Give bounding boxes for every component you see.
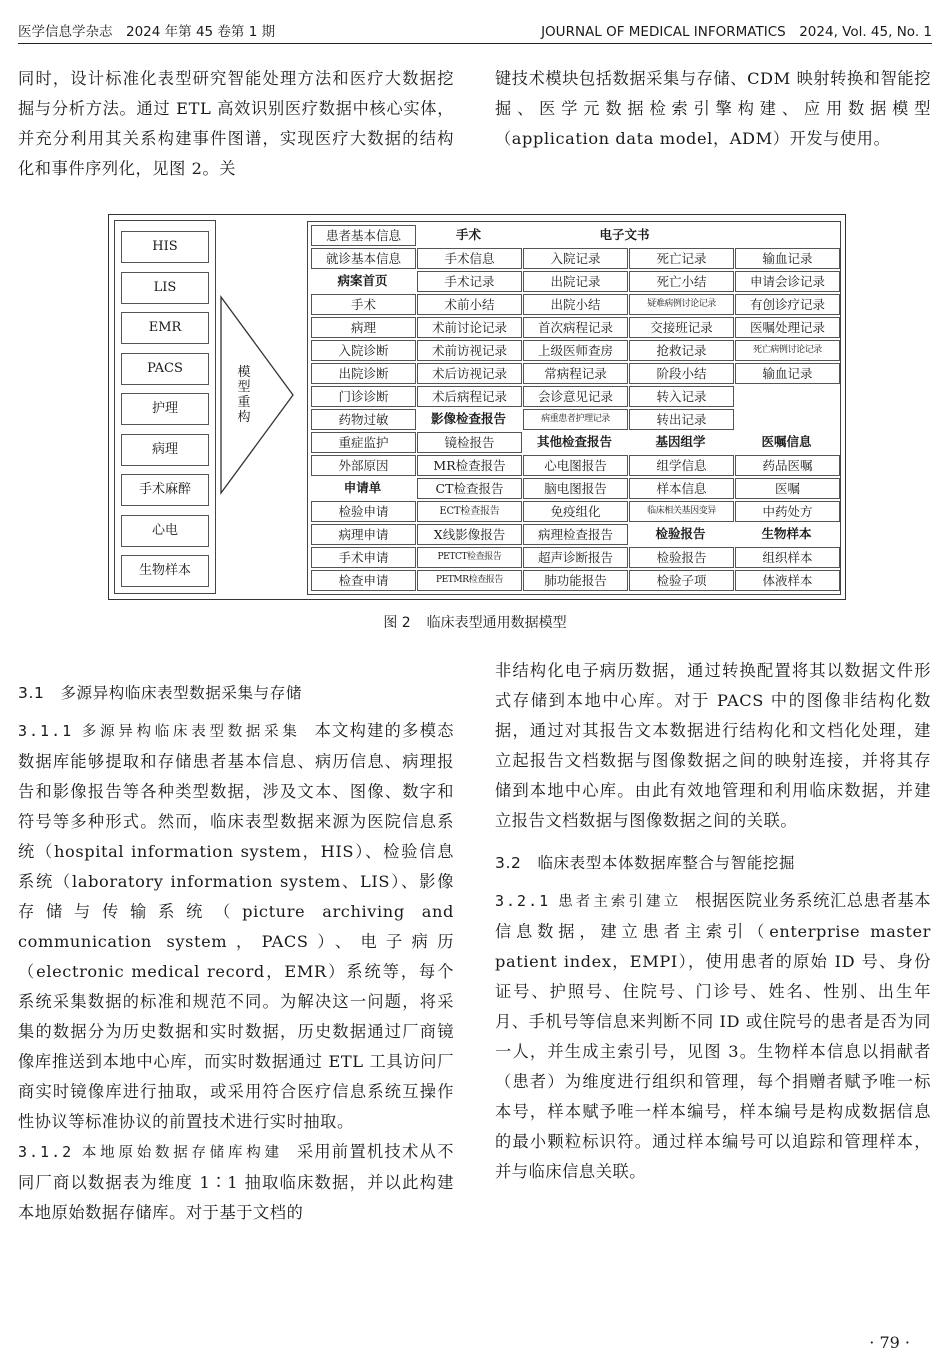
entity-cell: 就诊基本信息 [311, 248, 416, 269]
entity-cell: 会诊意见记录 [523, 386, 628, 407]
entity-cell: 检验申请 [311, 501, 416, 522]
source-system-item: HIS [121, 231, 209, 263]
section-title: 多源异构临床表型数据采集与存储 [60, 684, 302, 702]
entity-cell: 肺功能报告 [523, 570, 628, 591]
entity-cell: 交接班记录 [629, 317, 734, 338]
entity-cell: 体液样本 [735, 570, 840, 591]
entity-cell: 抢救记录 [629, 340, 734, 361]
source-system-item: 手术麻醉 [121, 474, 209, 506]
subsection-3-2-1 [495, 886, 931, 1187]
entity-group-header: 申请单 [343, 480, 382, 495]
continuation-paragraph: 非结构化电子病历数据，通过转换配置将其以数据文件形式存储到本地中心库。对于 PACS 中的图像非结构化数据，通过对其报告文本数据进行结构化和文档化处理，建立起报告文档数据与图像数据之间的映射连接，并将其存储到本地中心库。由此有效地管理和利用临床数据，并建立报告文档数据与图像数据之间的关联。 [495, 661, 931, 830]
source-system-item: PACS [121, 353, 209, 385]
entity-cell: 申请会诊记录 [735, 271, 840, 292]
entity-cell: 术前小结 [417, 294, 522, 315]
entity-cell: 重症监护 [311, 432, 416, 453]
source-system-item: 心电 [121, 515, 209, 547]
subsection-text: 根据医院业务系统汇总患者基本信息数据，建立患者主索引（enterprise master patient index，EMPI），使用患者的原始 ID 号、身份证号、护照号、住院号、门诊号、姓名、性别、出生年月、手机号等信息来判断不同 ID 或住院号的患者是否为同一人，并生成主索引号，见图 3。生物样本信息以捐献者（患者）为维度进行组织和管理，每个捐赠者赋予唯一标本号，样本赋予唯一样本编号，样本编号是构成数据信息的最小颗粒标识符。通过样本编号可以追踪和管理样本，并与临床信息关联。 [495, 891, 931, 1181]
section-heading [495, 850, 931, 876]
figure-caption [0, 612, 950, 632]
subsection-number: 3.2.1 [495, 892, 551, 910]
entity-cell: 常病程记录 [523, 363, 628, 384]
entity-cell: 患者基本信息 [311, 225, 416, 246]
section-heading [18, 680, 454, 706]
entity-cell: 组学信息 [629, 455, 734, 476]
source-systems-list [114, 220, 216, 594]
entity-cell: 医嘱 [735, 478, 840, 499]
subsection-text: 本文构建的多模态数据库能够提取和存储患者基本信息、病历信息、病理报告和影像报告等各种类型数据，涉及文本、图像、数字和符号等多种形式。然而，临床表型数据来源为医院信息系统（hospital information system，HIS）、检验信息系统（laboratory information system、LIS）、影像存储与传输系统（picture archiving and communication system，PACS）、电子病历（electronic medical record，EMR）系统等，每个系统采集数据的标准和规范不同。为解决这一问题，将采集的数据分为历史数据和实时数据，历史数据通过厂商镜像库推送到本地中心库，而实时数据通过 ETL 工具访问厂商实时镜像库进行抽取，或采用符合医疗信息系统互操作性协议等标准协议的前置技术进行实时抽取。 [18, 721, 454, 1131]
model-entity-grid [307, 221, 841, 595]
entity-cell: 病理 [311, 317, 416, 338]
entity-cell: CT检查报告 [417, 478, 522, 499]
source-system-item: 护理 [121, 393, 209, 425]
section-number: 3.2 [495, 854, 522, 872]
entity-group-header: 基因组学 [655, 434, 706, 449]
entity-cell: 手术 [311, 294, 416, 315]
entity-cell: 外部原因 [311, 455, 416, 476]
entity-cell: 出院小结 [523, 294, 628, 315]
entity-cell: 检验子项 [629, 570, 734, 591]
entity-cell: 中药处方 [735, 501, 840, 522]
subsection-number: 3.1.2 [18, 1143, 74, 1161]
entity-cell: 术后访视记录 [417, 363, 522, 384]
entity-cell: 死亡小结 [629, 271, 734, 292]
figure-number: 图 2 [383, 615, 411, 631]
entity-cell: 药物过敏 [311, 409, 416, 430]
intro-paragraph-right: 键技术模块包括数据采集与存储、CDM 映射转换和智能挖掘、医学元数据检索引擎构建、应用数据模型（application data model，ADM）开发与使用。 [495, 69, 931, 148]
entity-cell: 门诊诊断 [311, 386, 416, 407]
source-system-item: 病理 [121, 434, 209, 466]
entity-cell: 病理检查报告 [523, 524, 628, 545]
left-column-section-3-1 [18, 672, 454, 1228]
source-system-item: LIS [121, 272, 209, 304]
entity-cell: 超声诊断报告 [523, 547, 628, 568]
figure-title: 临床表型通用数据模型 [426, 615, 567, 631]
entity-cell: 医嘱处理记录 [735, 317, 840, 338]
intro-right-column [495, 64, 931, 154]
entity-group-header: 检验报告 [655, 526, 706, 541]
entity-cell: 免疫组化 [523, 501, 628, 522]
entity-cell: 手术申请 [311, 547, 416, 568]
entity-cell: 心电图报告 [523, 455, 628, 476]
entity-cell: 组织样本 [735, 547, 840, 568]
running-header [18, 18, 932, 44]
entity-group-header: 其他检查报告 [536, 434, 612, 449]
subsection-text: 采用前置机技术从不同厂商以数据表为维度 1∶1 抽取临床数据，并以此构建本地原始数据存储库。对于基于文档的 [18, 1142, 454, 1222]
entity-group-header: 影像检查报告 [430, 411, 506, 426]
source-system-item: EMR [121, 312, 209, 344]
reconstruction-arrow-icon [219, 295, 299, 495]
entity-cell: 镜检报告 [417, 432, 522, 453]
entity-cell: 入院诊断 [311, 340, 416, 361]
subsection-title: 患者主索引建立 [558, 894, 682, 910]
entity-cell: MR检查报告 [417, 455, 522, 476]
entity-cell: 出院诊断 [311, 363, 416, 384]
entity-cell: 上级医师查房 [523, 340, 628, 361]
section-number: 3.1 [18, 684, 45, 702]
entity-cell: 病重患者护理记录 [523, 409, 628, 430]
entity-cell: 死亡记录 [629, 248, 734, 269]
entity-group-header: 医嘱信息 [761, 434, 812, 449]
right-column-section-3-2 [495, 656, 931, 1187]
entity-group-header: 手术 [455, 227, 481, 242]
arrow-label: 模型重构 [237, 365, 251, 425]
entity-cell: 术后病程记录 [417, 386, 522, 407]
entity-cell: PETMR检查报告 [417, 570, 522, 591]
entity-cell: 样本信息 [629, 478, 734, 499]
entity-cell: 转入记录 [629, 386, 734, 407]
entity-cell: 病理申请 [311, 524, 416, 545]
header-journal-cn: 医学信息学杂志 2024 年第 45 卷第 1 期 [18, 24, 276, 40]
entity-cell: 输血记录 [735, 248, 840, 269]
entity-cell: 出院记录 [523, 271, 628, 292]
entity-group-header: 电子文书 [599, 227, 650, 242]
entity-cell: 首次病程记录 [523, 317, 628, 338]
entity-cell: 手术记录 [417, 271, 522, 292]
subsection-3-1-2 [18, 1137, 454, 1228]
entity-cell: 检验报告 [629, 547, 734, 568]
section-title: 临床表型本体数据库整合与智能挖掘 [537, 854, 796, 872]
entity-cell: 检查申请 [311, 570, 416, 591]
entity-cell: PETCT检查报告 [417, 547, 522, 568]
entity-cell: 临床相关基因变异 [629, 501, 734, 522]
entity-cell: 阶段小结 [629, 363, 734, 384]
entity-cell: 药品医嘱 [735, 455, 840, 476]
subsection-title: 本地原始数据存储库构建 [81, 1145, 283, 1161]
intro-left-column [18, 64, 454, 184]
entity-cell: 术前访视记录 [417, 340, 522, 361]
entity-cell: 脑电图报告 [523, 478, 628, 499]
entity-group-header: 病案首页 [337, 273, 388, 288]
entity-group-header: 生物样本 [761, 526, 812, 541]
entity-cell: 疑难病例讨论记录 [629, 294, 734, 315]
entity-cell: ECT检查报告 [417, 501, 522, 522]
header-journal-en: JOURNAL OF MEDICAL INFORMATICS 2024, Vol. 45, No. 1 [541, 24, 932, 40]
entity-cell: 死亡病例讨论记录 [735, 340, 840, 361]
entity-cell: 有创诊疗记录 [735, 294, 840, 315]
page-number: · 79 · [869, 1333, 910, 1352]
entity-cell: 输血记录 [735, 363, 840, 384]
entity-cell: 入院记录 [523, 248, 628, 269]
entity-cell: 转出记录 [629, 409, 734, 430]
entity-cell: 手术信息 [417, 248, 522, 269]
entity-cell: 术前讨论记录 [417, 317, 522, 338]
subsection-number: 3.1.1 [18, 722, 74, 740]
source-system-item: 生物样本 [121, 555, 209, 587]
figure-2-data-model [108, 214, 846, 600]
entity-cell: X线影像报告 [417, 524, 522, 545]
intro-paragraph-left: 同时，设计标准化表型研究智能处理方法和医疗大数据挖掘与分析方法。通过 ETL 高效识别医疗数据中核心实体，并充分利用其关系构建事件图谱，实现医疗大数据的结构化和事件序列化，见图 2。关 [18, 69, 454, 178]
subsection-3-1-1 [18, 716, 454, 1137]
subsection-title: 多源异构临床表型数据采集 [81, 724, 301, 740]
